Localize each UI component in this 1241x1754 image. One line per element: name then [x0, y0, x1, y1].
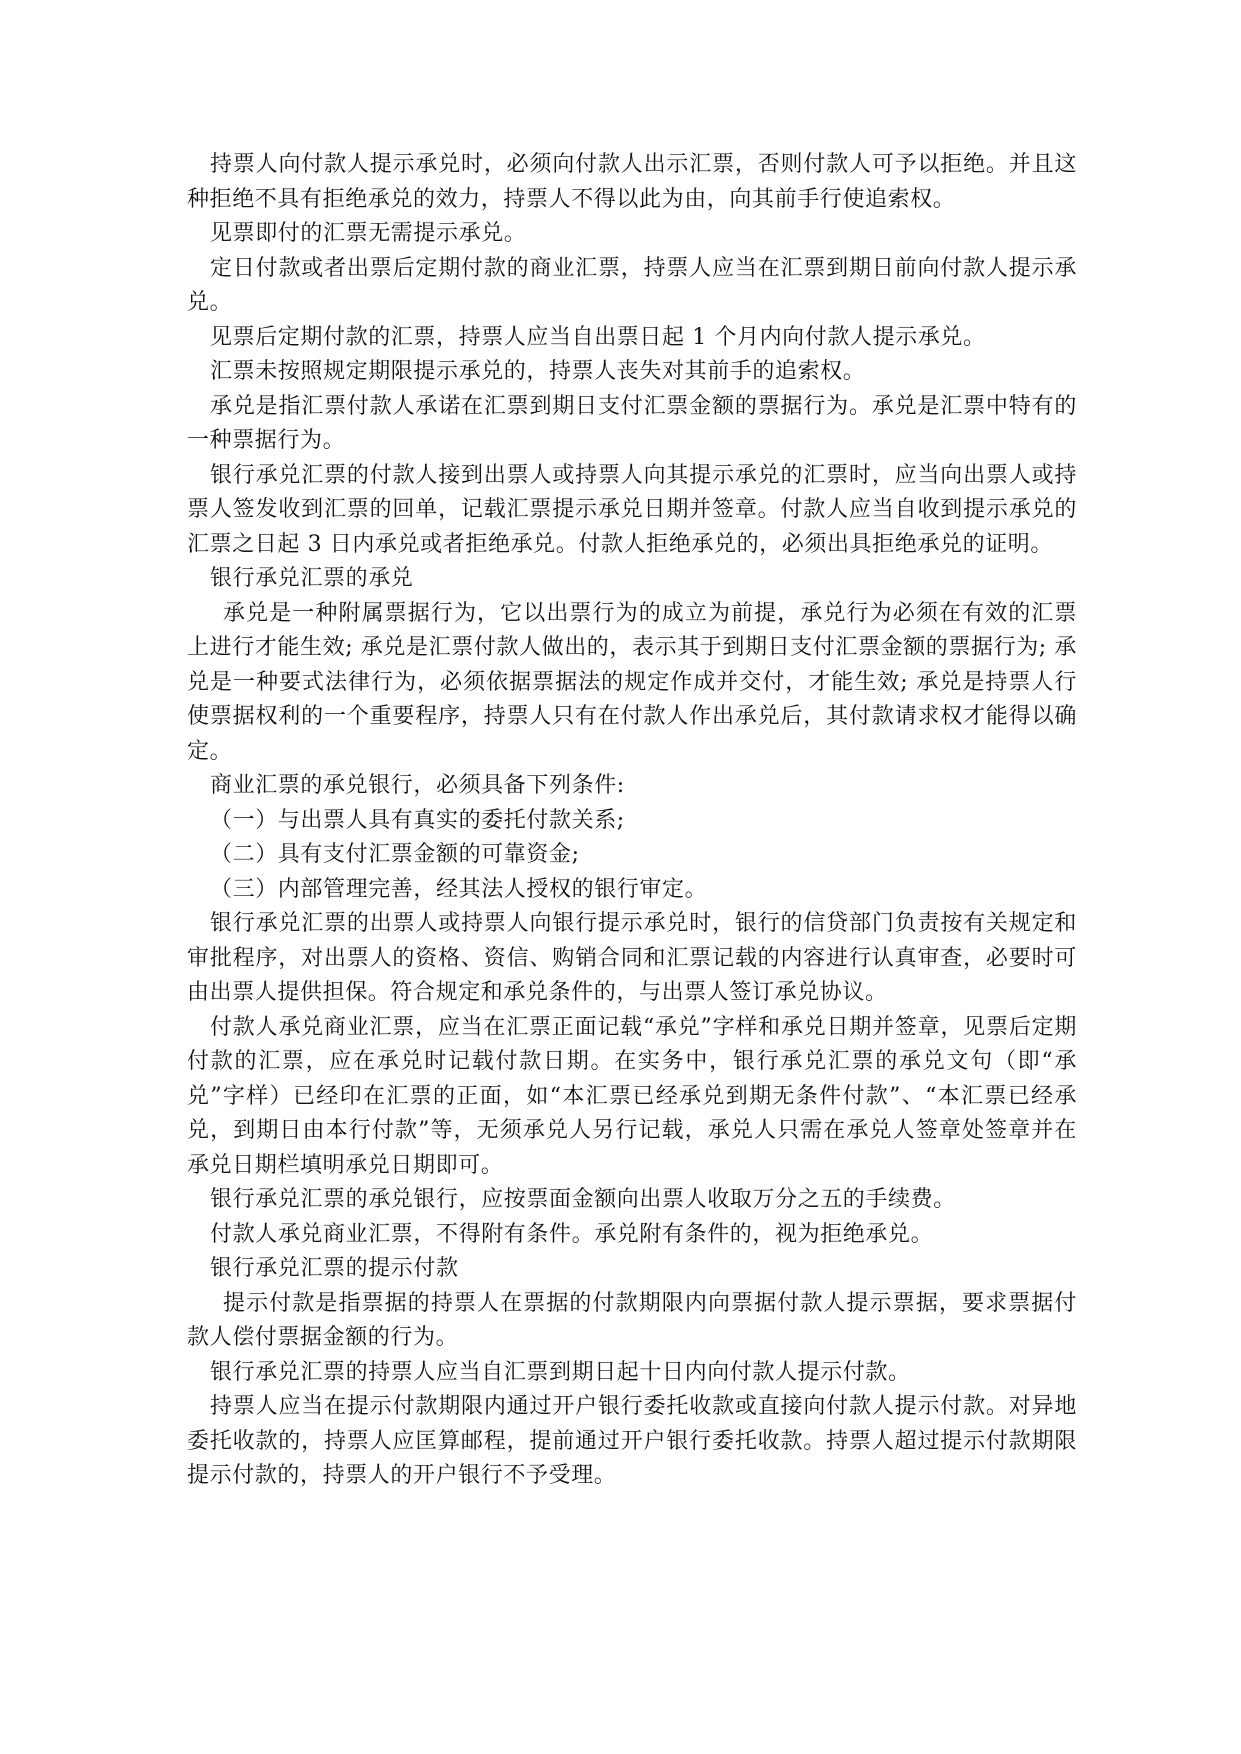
paragraph: 付款人承兑商业汇票，不得附有条件。承兑附有条件的，视为拒绝承兑。 [210, 1221, 934, 1247]
list-item: （一）与出票人具有真实的委托付款关系; [210, 807, 625, 833]
paragraph: 银行承兑汇票的付款人接到出票人或持票人向其提示承兑的汇票时，应当向出票人或持票人签发收到汇票的回单，记载汇票提示承兑日期并签章。付款人应当自收到提示承兑的汇票之日起 3 日内承兑或者拒绝承兑。付款人拒绝承兑的，必须出具拒绝承兑的证明。 [187, 462, 1077, 557]
list-item: （三）内部管理完善，经其法人授权的银行审定。 [210, 876, 708, 902]
paragraph: 汇票未按照规定期限提示承兑的，持票人丧失对其前手的追索权。 [210, 359, 866, 384]
paragraph: 付款人承兑商业汇票，应当在汇票正面记载“承兑”字样和承兑日期并签章，见票后定期付款的汇票，应在承兑时记载付款日期。在实务中，银行承兑汇票的承兑文句（即“承兑”字样）已经印在汇票的正面，如“本汇票已经承兑到期无条件付款”、“本汇票已经承兑，到期日由本行付款”等，无须承兑人另行记载，承兑人只需在承兑人签章处签章并在承兑日期栏填明承兑日期即可。 [187, 1014, 1077, 1178]
paragraph: 银行承兑汇票的持票人应当自汇票到期日起十日内向付款人提示付款。 [210, 1359, 911, 1385]
list-item: （二）具有支付汇票金额的可靠资金; [210, 842, 580, 867]
paragraph: 持票人向付款人提示承兑时，必须向付款人出示汇票，否则付款人可予以拒绝。并且这种拒绝不具有拒绝承兑的效力，持票人不得以此为由，向其前手行使追索权。 [187, 152, 1077, 212]
paragraph: 持票人应当在提示付款期限内通过开户银行委托收款或直接向付款人提示付款。对异地委托收款的，持票人应匡算邮程，提前通过开户银行委托收款。持票人超过提示付款期限提示付款的，持票人的开户银行不予受理。 [187, 1394, 1077, 1488]
section-heading: 银行承兑汇票的提示付款 [210, 1256, 459, 1281]
paragraph: 商业汇票的承兑银行，必须具备下列条件: [210, 773, 625, 798]
paragraph: 承兑是一种附属票据行为，它以出票行为的成立为前提，承兑行为必须在有效的汇票上进行才能生效; 承兑是汇票付款人做出的，表示其于到期日支付汇票金额的票据行为; 承兑是一种要式法律行为，必须依据票据法的规定作成并交付，才能生效; 承兑是持票人行使票据权利的一个重要程序，持票人只有在付款人作出承兑后，其付款请求权才能得以确定。 [187, 600, 1078, 764]
paragraph: 定日付款或者出票后定期付款的商业汇票，持票人应当在汇票到期日前向付款人提示承兑。 [187, 255, 1077, 315]
paragraph: 见票后定期付款的汇票，持票人应当自出票日起 1 个月内向付款人提示承兑。 [210, 324, 986, 350]
paragraph: 承兑是指汇票付款人承诺在汇票到期日支付汇票金额的票据行为。承兑是汇票中特有的一种票据行为。 [187, 393, 1077, 453]
paragraph: 银行承兑汇票的承兑银行，应按票面金额向出票人收取万分之五的手续费。 [210, 1187, 956, 1212]
document-body [187, 148, 1077, 1494]
paragraph: 见票即付的汇票无需提示承兑。 [210, 221, 527, 246]
paragraph: 提示付款是指票据的持票人在票据的付款期限内向票据付款人提示票据，要求票据付款人偿付票据金额的行为。 [187, 1290, 1077, 1350]
section-heading: 银行承兑汇票的承兑 [210, 566, 414, 591]
paragraph: 银行承兑汇票的出票人或持票人向银行提示承兑时，银行的信贷部门负责按有关规定和审批程序，对出票人的资格、资信、购销合同和汇票记载的内容进行认真审查，必要时可由出票人提供担保。符合规定和承兑条件的，与出票人签订承兑协议。 [187, 911, 1077, 1005]
